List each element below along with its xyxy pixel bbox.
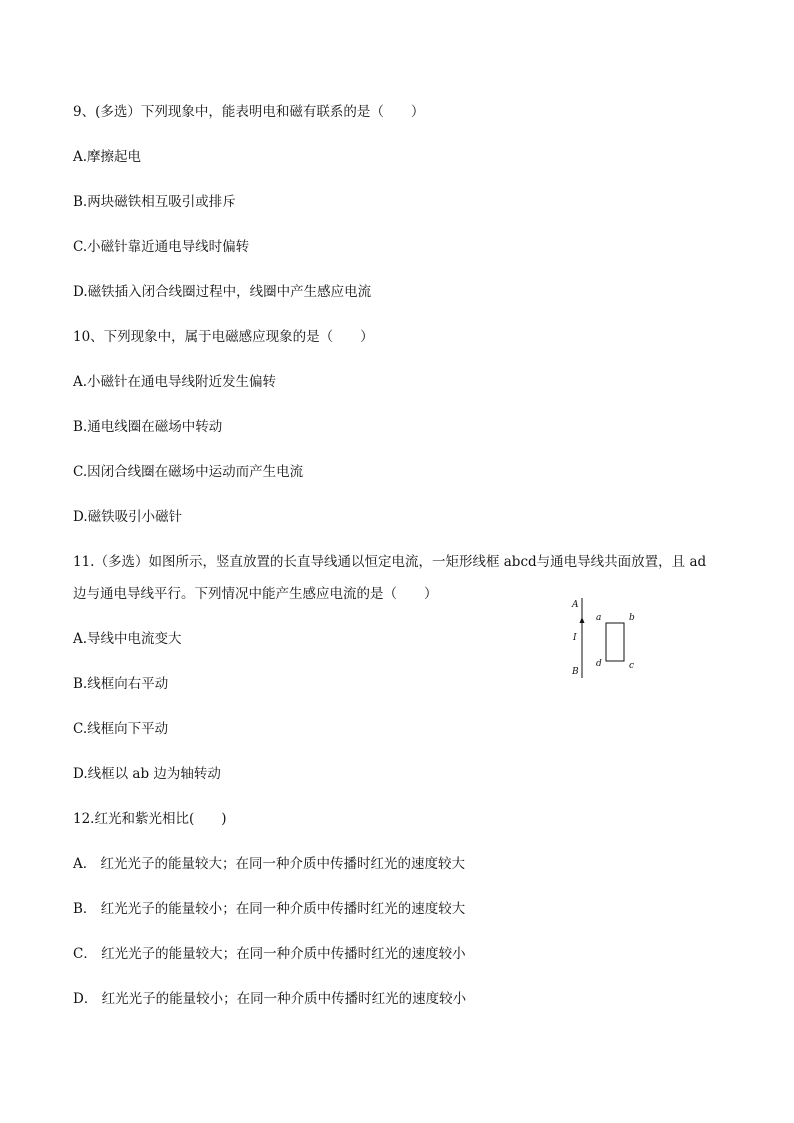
question-12-stem: 12.红光和紫光相比( ) (73, 811, 227, 827)
question-9-option-b: B.两块磁铁相互吸引或排斥 (73, 194, 236, 210)
question-11-option-a: A.导线中电流变大 (73, 631, 182, 647)
question-11-figure (563, 596, 643, 680)
question-12-option-a: A． 红光光子的能量较大；在同一种介质中传播时红光的速度较大 (73, 856, 466, 872)
question-11-stem-line-1: 11.（多选）如图所示，竖直放置的长直导线通以恒定电流，一矩形线框 abcd与通电导线共面放置，且 ad (73, 554, 707, 570)
question-9-option-a: A.摩擦起电 (73, 149, 142, 165)
label-wire-end-a: A (572, 600, 579, 610)
label-current-i: I (573, 633, 577, 643)
wire-and-loop-diagram (563, 596, 643, 680)
label-corner-c: c (629, 661, 635, 671)
question-9-option-c: C.小磁针靠近通电导线时偏转 (73, 239, 250, 255)
question-10-option-a: A.小磁针在通电导线附近发生偏转 (73, 374, 277, 390)
question-10-option-c: C.因闭合线圈在磁场中运动而产生电流 (73, 464, 304, 480)
question-11-stem-line-2: 边与通电导线平行。下列情况中能产生感应电流的是（ ） (73, 586, 438, 602)
current-arrow-icon (580, 617, 585, 623)
question-12-option-b: B． 红光光子的能量较小；在同一种介质中传播时红光的速度较大 (73, 901, 466, 917)
question-9-option-d: D.磁铁插入闭合线圈过程中，线圈中产生感应电流 (73, 284, 372, 300)
question-10-option-b: B.通电线圈在磁场中转动 (73, 419, 223, 435)
question-11-option-b: B.线框向右平动 (73, 676, 169, 692)
question-9-stem: 9、(多选）下列现象中，能表明电和磁有联系的是（ ） (73, 104, 425, 120)
label-corner-b: b (629, 613, 635, 623)
rectangular-loop-abcd (606, 623, 624, 661)
question-12-option-d: D． 红光光子的能量较小；在同一种介质中传播时红光的速度较小 (73, 991, 467, 1007)
label-corner-a: a (596, 613, 602, 623)
question-10-option-d: D.磁铁吸引小磁针 (73, 509, 183, 525)
question-11-option-c: C.线框向下平动 (73, 721, 169, 737)
label-corner-d: d (596, 659, 602, 669)
question-12-option-c: C． 红光光子的能量较大；在同一种介质中传播时红光的速度较小 (73, 946, 466, 962)
label-wire-end-b: B (572, 667, 579, 677)
question-11-option-d: D.线框以 ab 边为轴转动 (73, 766, 221, 782)
question-10-stem: 10、下列现象中，属于电磁感应现象的是（ ） (73, 329, 374, 345)
